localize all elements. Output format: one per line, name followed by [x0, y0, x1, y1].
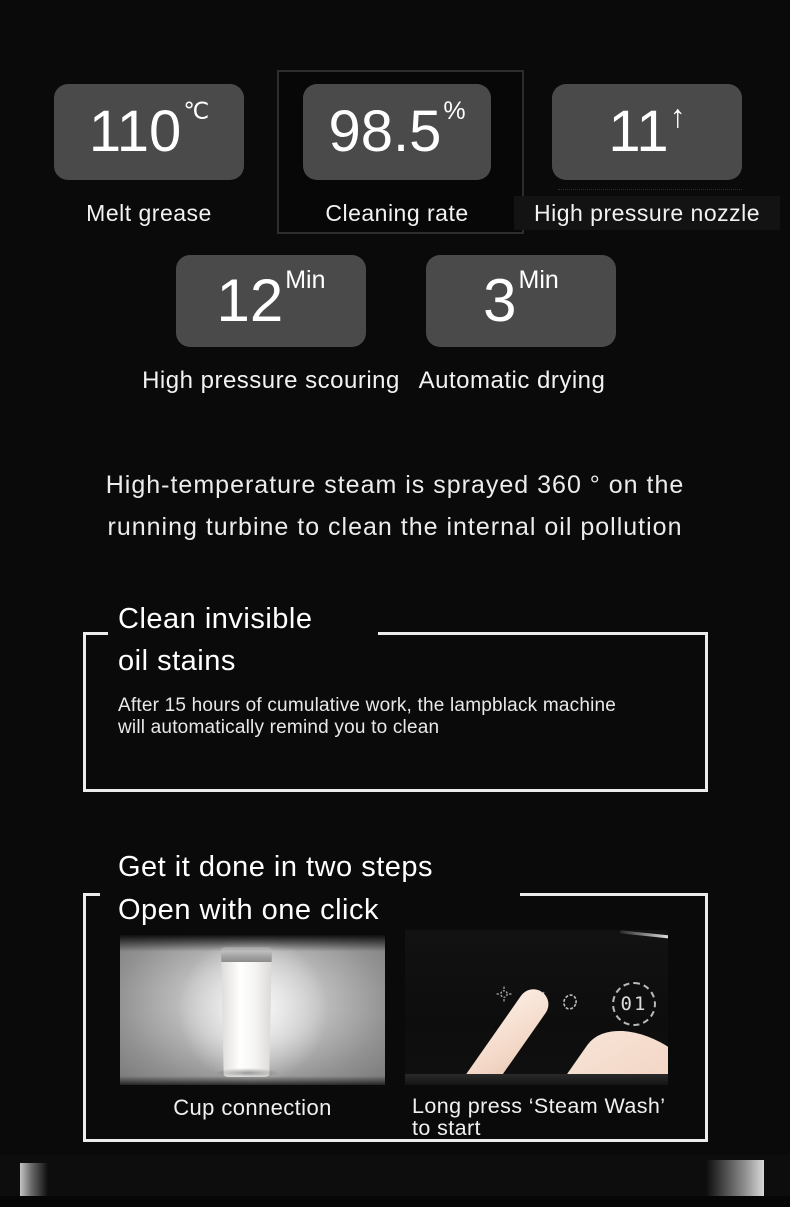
stat-card-drying — [426, 255, 616, 347]
dotted-artifact-line — [558, 189, 742, 191]
caption-long-press-line1: Long press ‘Steam Wash’ — [412, 1094, 666, 1118]
stat-unit: Min — [285, 265, 326, 294]
stat-label-cleaning-rate: Cleaning rate — [325, 200, 469, 226]
stat-label-scouring: High pressure scouring — [142, 367, 400, 394]
fan-icon — [561, 993, 579, 1011]
caption-long-press-line2: to start — [412, 1116, 481, 1140]
stat-card-cleaning-rate — [303, 84, 491, 180]
intro-line-2: running turbine to clean the internal oil pollution — [107, 513, 683, 541]
bottom-band — [0, 1155, 790, 1196]
stat-label-drying: Automatic drying — [418, 367, 606, 394]
light-icon — [495, 985, 513, 1003]
stat-unit: Min — [518, 265, 559, 294]
stat-value: 3 — [483, 267, 517, 334]
dial-value: 01 — [620, 993, 648, 1015]
caption-cup-connection: Cup connection — [173, 1095, 332, 1120]
clean-section-title-line1: Clean invisible — [118, 603, 313, 635]
control-panel-photo — [405, 930, 668, 1085]
stat-label-high-pressure-nozzle: High pressure nozzle — [533, 200, 761, 226]
stat-value: 12 — [216, 267, 284, 334]
stat-value: 11 — [608, 99, 669, 164]
up-arrow-icon: ↑ — [669, 97, 686, 134]
photo-vignette — [120, 935, 385, 1085]
photo-edge-right — [706, 1160, 764, 1196]
stat-unit: % — [443, 96, 466, 125]
panel-edge-highlight — [620, 930, 668, 938]
cup-photo — [120, 935, 385, 1085]
stat-card-high-pressure-nozzle — [552, 84, 742, 180]
clean-section-body-line1: After 15 hours of cumulative work, the lampblack machine — [118, 695, 617, 716]
stat-value: 98.5 — [328, 99, 442, 164]
panel-bottom-edge — [405, 1074, 668, 1085]
steps-section-subtitle: Open with one click — [118, 894, 379, 926]
photo-edge-left — [20, 1163, 48, 1196]
stat-card-scouring — [176, 255, 366, 347]
clean-section-title-line2: oil stains — [118, 645, 236, 677]
steps-section-title: Get it done in two steps — [118, 851, 434, 883]
intro-line-1: High-temperature steam is sprayed 360 ° on the — [105, 471, 685, 499]
timer-dial — [612, 982, 656, 1026]
stat-card-melt-grease — [54, 84, 244, 180]
bottom-strip — [0, 1196, 790, 1207]
intro-paragraph — [0, 464, 790, 548]
stat-label-melt-grease: Melt grease — [86, 200, 212, 226]
stat-unit: ℃ — [183, 97, 210, 124]
stat-value: 110 — [88, 99, 182, 164]
clean-section-body-line2: will automatically remind you to clean — [118, 717, 440, 738]
